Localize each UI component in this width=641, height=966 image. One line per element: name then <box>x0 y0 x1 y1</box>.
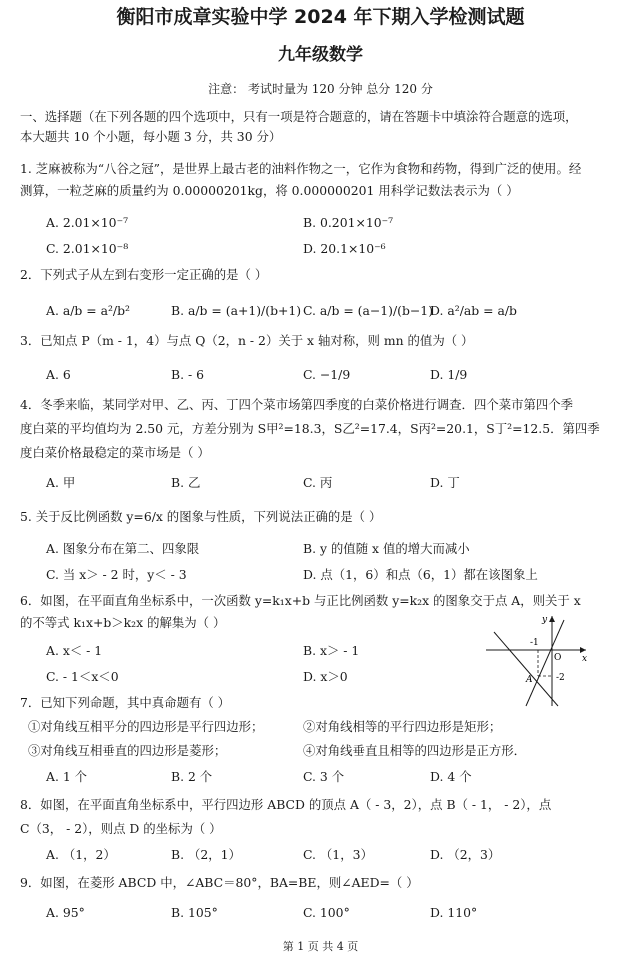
q7-option-b: B. 2 个 <box>171 769 213 784</box>
q6-option-b: B. x＞ - 1 <box>303 643 360 658</box>
q6-option-d: D. x＞0 <box>303 669 348 684</box>
q5-option-b: B. y 的值随 x 值的增大而减小 <box>303 541 470 556</box>
q3-stem: 3．已知点 P（m - 1，4）与点 Q（2，n - 2）关于 x 轴对称，则 mn 的值为（ ） <box>20 333 474 348</box>
q7-proposition-1: ①对角线互相平分的四边形是平行四边形； <box>28 719 264 734</box>
q3-option-c: C. −1/9 <box>303 367 351 382</box>
fig-y-label: y <box>542 615 548 625</box>
page-footer: 第 1 页 共 4 页 <box>282 940 359 953</box>
q3-option-b: B. - 6 <box>171 367 204 382</box>
q8-option-a: A. （1，2） <box>46 847 116 862</box>
q7-proposition-4: ④对角线垂直且相等的四边形是正方形． <box>303 743 527 758</box>
q8-option-c: C. （1，3） <box>303 847 373 862</box>
fig-neg2-label: -2 <box>556 673 565 683</box>
q6-stem-cont: 的不等式 k₁x+b＞k₂x 的解集为（ ） <box>20 615 226 630</box>
exam-notice: 注意： 考试时量为 120 分钟 总分 120 分 <box>208 82 433 96</box>
exam-subtitle: 九年级数学 <box>278 45 363 65</box>
q4-stem-cont: 度白菜的平均值均为 2.50 元，方差分别为 S甲²=18.3，S乙²=17.4，S丙²=20.1，S丁²=12.5．第四季 <box>20 421 600 436</box>
q5-stem: 5. 关于反比例函数 y=6/x 的图象与性质，下列说法正确的是（ ） <box>20 509 382 524</box>
q4-option-c: C. 丙 <box>303 475 333 490</box>
q1-option-b: B. 0.201×10⁻⁷ <box>303 215 394 230</box>
q8-option-b: B. （2，1） <box>171 847 241 862</box>
section-heading: 一、选择题（在下列各题的四个选项中，只有一项是符合题意的，请在答题卡中填涂符合题意的选项， <box>20 109 578 124</box>
q4-stem-cont2: 度白菜价格最稳定的菜市场是（ ） <box>20 445 210 460</box>
fig-x-label: x <box>582 654 588 664</box>
q9-stem: 9．如图，在菱形 ABCD 中，∠ABC＝80°，BA=BE，则∠AED=（ ） <box>20 875 419 890</box>
fig-origin-label: O <box>554 653 562 663</box>
q2-option-d: D. a²/ab = a/b <box>430 303 517 318</box>
fig-point-a-label: A <box>526 675 533 685</box>
q7-stem: 7．已知下列命题，其中真命题有（ ） <box>20 695 231 710</box>
q1-stem-cont: 测算，一粒芝麻的质量约为 0.00000201kg，将 0.000000201 用科学记数法表示为（ ） <box>20 183 519 198</box>
q1-option-d: D. 20.1×10⁻⁶ <box>303 241 386 256</box>
section-heading-cont: 本大题共 10 个小题，每小题 3 分，共 30 分） <box>20 129 282 144</box>
x-axis-arrow <box>580 647 586 653</box>
q7-option-a: A. 1 个 <box>46 769 88 784</box>
q1-option-c: C. 2.01×10⁻⁸ <box>46 241 129 256</box>
q4-option-d: D. 丁 <box>430 475 460 490</box>
q4-option-a: A. 甲 <box>46 475 76 490</box>
q8-stem-cont: C（3， - 2），则点 D 的坐标为（ ） <box>20 821 222 836</box>
q3-option-d: D. 1/9 <box>430 367 468 382</box>
q7-proposition-3: ③对角线互相垂直的四边形是菱形； <box>28 743 227 758</box>
q8-option-d: D. （2，3） <box>430 847 501 862</box>
exam-title: 衡阳市成章实验中学 2024 年下期入学检测试题 <box>116 6 525 28</box>
q6-option-a: A. x＜ - 1 <box>46 643 103 658</box>
q9-option-b: B. 105° <box>171 905 218 920</box>
q3-option-a: A. 6 <box>46 367 71 382</box>
q9-option-a: A. 95° <box>46 905 85 920</box>
fig-neg1-label: -1 <box>530 638 539 648</box>
q2-option-b: B. a/b = (a+1)/(b+1) <box>171 303 302 318</box>
q9-option-c: C. 100° <box>303 905 350 920</box>
q4-stem: 4．冬季来临，某同学对甲、乙、丙、丁四个菜市场第四季度的白菜价格进行调查．四个菜市第四个季 <box>20 397 574 412</box>
q1-stem: 1. 芝麻被称为“八谷之冠”，是世界上最古老的油料作物之一，它作为食物和药物，得到广泛的使用。经 <box>20 161 582 176</box>
q1-option-a: A. 2.01×10⁻⁷ <box>46 215 129 230</box>
q2-option-a: A. a/b = a²/b² <box>46 303 131 318</box>
q9-option-d: D. 110° <box>430 905 478 920</box>
q6-stem: 6．如图，在平面直角坐标系中，一次函数 y=k₁x+b 与正比例函数 y=k₂x 的图象交于点 A，则关于 x <box>20 593 581 608</box>
y-axis-arrow <box>549 616 555 622</box>
q5-option-c: C. 当 x＞ - 2 时，y＜ - 3 <box>46 567 187 582</box>
q6-option-c: C. - 1＜x＜0 <box>46 669 119 684</box>
q8-stem: 8．如图，在平面直角坐标系中，平行四边形 ABCD 的顶点 A（ - 3，2），点 B（ - 1， - 2），点 <box>20 797 552 812</box>
q2-option-c: C. a/b = (a−1)/(b−1) <box>303 303 434 318</box>
q2-stem: 2．下列式子从左到右变形一定正确的是（ ） <box>20 267 268 282</box>
q7-proposition-2: ②对角线相等的平行四边形是矩形； <box>303 719 502 734</box>
q7-option-d: D. 4 个 <box>430 769 472 784</box>
q7-option-c: C. 3 个 <box>303 769 345 784</box>
q4-option-b: B. 乙 <box>171 475 201 490</box>
q5-option-d: D. 点（1，6）和点（6，1）都在该图象上 <box>303 567 538 582</box>
q5-option-a: A. 图象分布在第二、四象限 <box>46 541 200 556</box>
